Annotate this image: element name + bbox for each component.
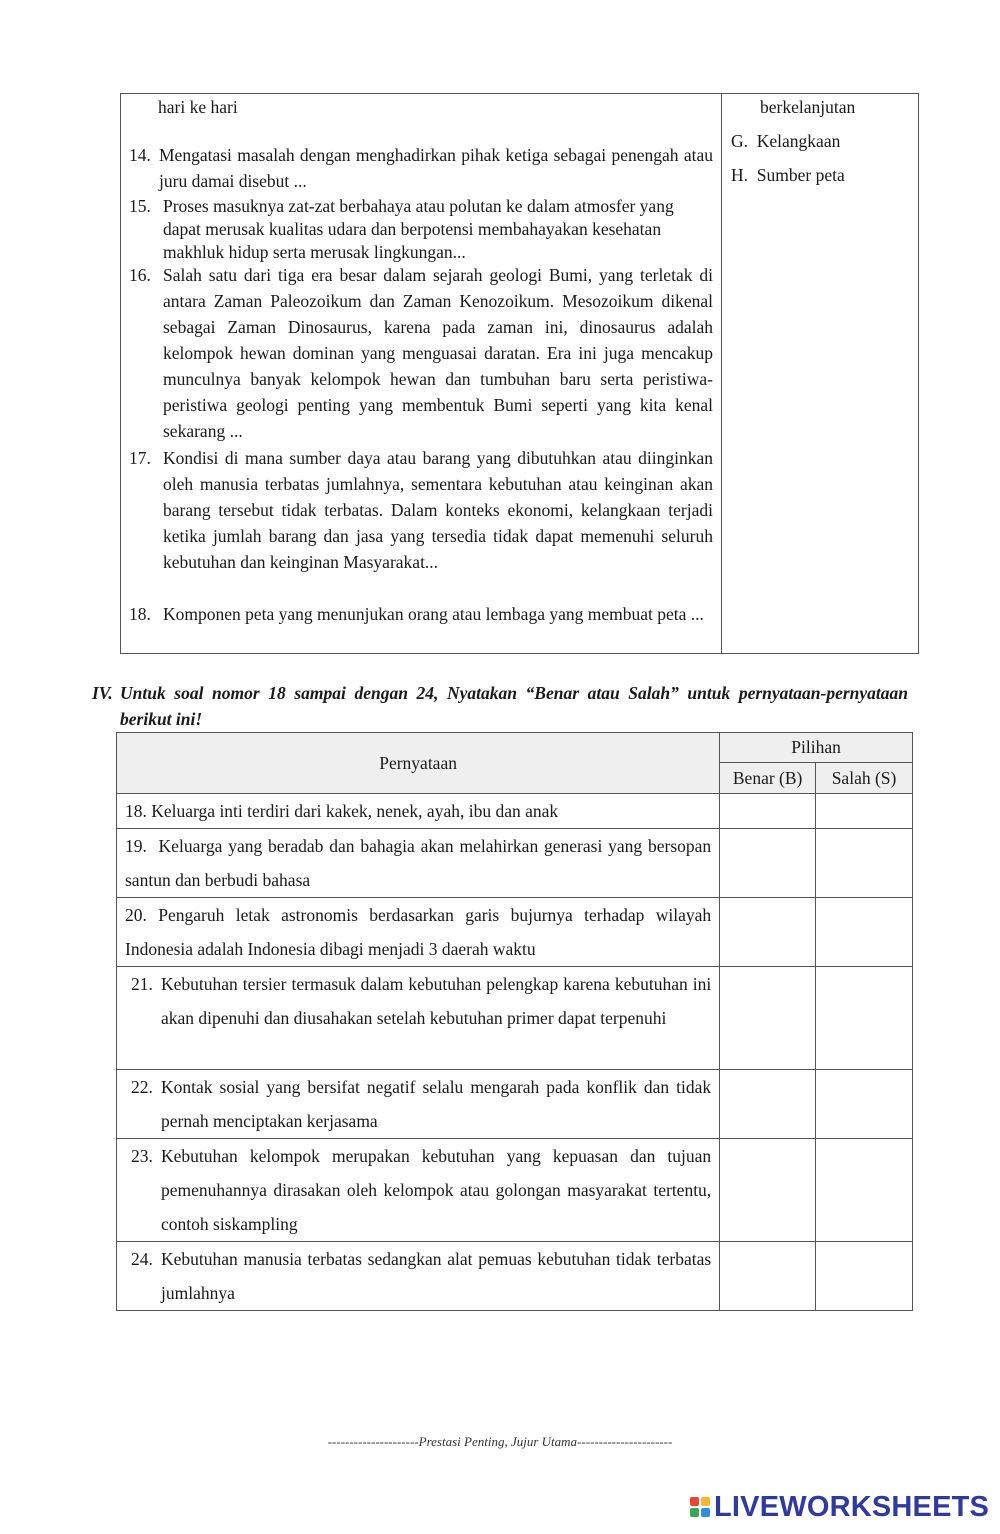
question-number: 15. — [129, 196, 151, 216]
statement-cell: 20. Pengaruh letak astronomis berdasarkan garis bujurnya terhadap wilayah Indonesia adalah Indonesia dibagi menjadi 3 daerah waktu — [117, 898, 720, 967]
answer-false-cell[interactable] — [816, 898, 913, 967]
answer-true-cell[interactable] — [720, 1139, 816, 1242]
header-statement: Pernyataan — [117, 733, 720, 794]
carry-over-text: hari ke hari — [158, 97, 238, 117]
header-choice: Pilihan — [720, 733, 913, 763]
header-false: Salah (S) — [816, 763, 913, 794]
option-g: G. Kelangkaan — [731, 131, 841, 151]
matching-table — [120, 93, 919, 654]
section-number: IV. — [92, 683, 113, 703]
table-row — [117, 829, 913, 898]
statement-cell: 18. Keluarga inti terdiri dari kakek, nenek, ayah, ibu dan anak — [117, 794, 720, 829]
liveworksheets-logo — [690, 1490, 989, 1524]
true-false-table — [116, 732, 913, 1311]
statement-cell: 23. Kebutuhan kelompok merupakan kebutuhan yang kepuasan dan tujuan pemenuhannya dirasakan oleh kelompok atau golongan masyarakat tertentu, contoh siskampling — [117, 1139, 720, 1242]
header-true: Benar (B) — [720, 763, 816, 794]
question-number: 18. — [129, 604, 151, 624]
section-heading — [92, 680, 908, 732]
question-16: 16. Salah satu dari tiga era besar dalam sejarah geologi Bumi, yang terletak di antara Zaman Paleozoikum dan Zaman Kenozoikum. Mesozoikum dikenal sebagai Zaman Dinosaurus, karena pada zaman ini, dinosaurus adalah kelompok hewan dominan yang menguasai daratan. Era ini juga mencakup munculnya banyak kelompok hewan dan tumbuhan baru serta peristiwa-peristiwa geologi penting yang membentuk Bumi seperti yang kita kenal sekarang ... — [129, 262, 713, 444]
question-number: 14. — [129, 145, 151, 165]
answer-true-cell[interactable] — [720, 967, 816, 1070]
question-17: 17. Kondisi di mana sumber daya atau barang yang dibutuhkan atau diinginkan oleh manusia terbatas jumlahnya, sementara kebutuhan atau keinginan akan barang tersebut tidak terbatas. Dalam konteks ekonomi, kelangkaan terjadi ketika jumlah barang dan jasa yang tersedia tidak dapat memenuhi seluruh kebutuhan dan keinginan Masyarakat... — [129, 445, 713, 575]
answer-false-cell[interactable] — [816, 1242, 913, 1311]
statement-cell: 19. Keluarga yang beradab dan bahagia akan melahirkan generasi yang bersopan santun dan berbudi bahasa — [117, 829, 720, 898]
section-instruction: Untuk soal nomor 18 sampai dengan 24, Nyatakan “Benar atau Salah” untuk pernyataan-pernyataan berikut ini! — [120, 683, 908, 729]
page-footer: ---------------------Prestasi Penting, Jujur Utama---------------------- — [327, 1434, 673, 1449]
statement-cell: 21. Kebutuhan tersier termasuk dalam kebutuhan pelengkap karena kebutuhan ini akan dipenuhi dan diusahakan setelah kebutuhan primer dapat terpenuhi — [117, 967, 720, 1070]
option-h: H. Sumber peta — [731, 165, 845, 185]
answer-false-cell[interactable] — [816, 794, 913, 829]
answer-true-cell[interactable] — [720, 1242, 816, 1311]
table-row — [117, 1070, 913, 1139]
column-divider — [721, 94, 722, 653]
question-18: 18. Komponen peta yang menunjukan orang atau lembaga yang membuat peta ... — [129, 601, 713, 627]
question-number: 17. — [129, 448, 151, 468]
table-row — [117, 794, 913, 829]
table-row — [117, 898, 913, 967]
question-15: 15. Proses masuknya zat-zat berbahaya atau polutan ke dalam atmosfer yang dapat merusak kualitas udara dan berpotensi membahayakan kesehatan makhluk hidup serta merusak lingkungan... — [129, 196, 674, 262]
answer-true-cell[interactable] — [720, 898, 816, 967]
footer-motto: Prestasi Penting, Jujur Utama — [418, 1434, 578, 1449]
answer-true-cell[interactable] — [720, 1070, 816, 1139]
table-row — [117, 1242, 913, 1311]
answer-false-cell[interactable] — [816, 1070, 913, 1139]
table-row — [117, 1139, 913, 1242]
answer-true-cell[interactable] — [720, 794, 816, 829]
table-row — [117, 967, 913, 1070]
answer-false-cell[interactable] — [816, 1139, 913, 1242]
question-number: 16. — [129, 265, 151, 285]
answer-false-cell[interactable] — [816, 967, 913, 1070]
question-14: 14. Mengatasi masalah dengan menghadirkan pihak ketiga sebagai penengah atau juru damai disebut ... — [129, 142, 713, 194]
statement-cell: 22. Kontak sosial yang bersifat negatif selalu mengarah pada konflik dan tidak pernah menciptakan kerjasama — [117, 1070, 720, 1139]
statement-cell: 24. Kebutuhan manusia terbatas sedangkan alat pemuas kebutuhan tidak terbatas jumlahnya — [117, 1242, 720, 1311]
option-carry-over: berkelanjutan — [760, 97, 856, 117]
answer-true-cell[interactable] — [720, 829, 816, 898]
answer-false-cell[interactable] — [816, 829, 913, 898]
logo-text: LIVEWORKSHEETS — [714, 1490, 990, 1523]
logo-grid-icon — [690, 1497, 710, 1517]
